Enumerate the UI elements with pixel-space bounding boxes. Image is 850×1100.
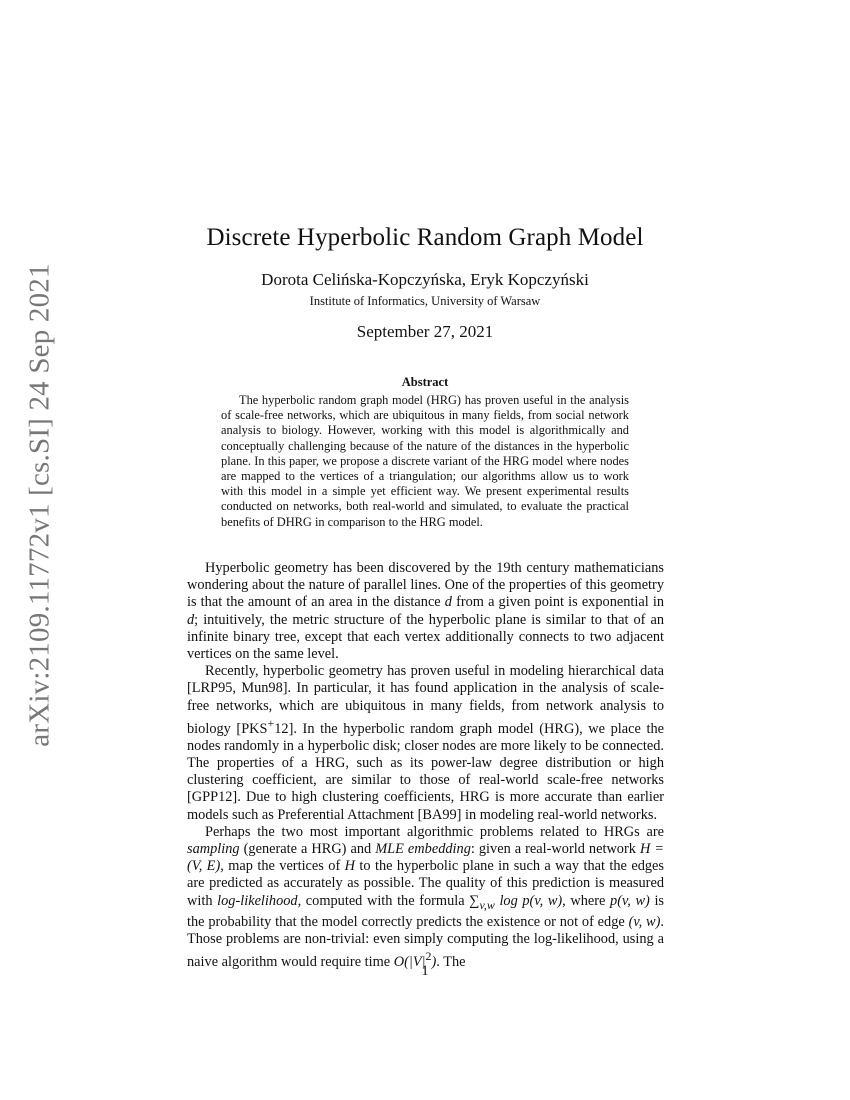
paragraph-1-math-d2: d — [187, 611, 195, 628]
paragraph-3 — [187, 824, 664, 971]
paragraph-3-text-a: Perhaps the two most important algorithmic problems related to HRGs are — [205, 823, 664, 840]
paragraph-3-math-sum-sub: v,w — [479, 897, 495, 912]
paragraph-3-text-i: . Those problems are non-trivial: even simply computing the log-likelihood, using a naive algorithm would require time — [187, 913, 664, 970]
paragraph-2 — [187, 663, 664, 824]
paragraph-2-text-b: 12]. In the hyperbolic random graph model (HRG), we place the nodes randomly in a hyperbolic disk; closer nodes are more likely to be connected. The properties of a HRG, such as its power-law degree distribution or high clustering coefficient, are similar to those of real-world scale-free networks [GPP12]. Due to high clustering coefficients, HRG is more accurate than earlier models such as Preferential Attachment [BA99] in modeling real-world networks. — [187, 720, 664, 823]
paragraph-3-math-complexity-end: ) — [431, 953, 437, 970]
paragraph-2-text-a: Recently, hyperbolic geometry has proven useful in modeling hierarchical data [LRP95, Mun98]. In particular, it has found application in the analysis of scale-free networks, which are ubiquitous in many fields, from network analysis to biology [PKS — [187, 663, 664, 737]
paragraph-3-text-f: , computed with the formula — [297, 892, 470, 909]
paragraph-1-math-d1: d — [444, 594, 452, 611]
page-number: 1 — [421, 963, 429, 979]
paragraph-3-text-j: . The — [436, 953, 466, 970]
paragraph-1-text-c: ; intuitively, the metric structure of the hyperbolic plane is similar to that of an infinite binary tree, except that each vertex additionally connects to two adjacent vertices on the same level. — [187, 611, 664, 663]
paragraph-3-emph-sampling: sampling — [187, 841, 240, 858]
abstract-body — [221, 393, 629, 530]
paragraph-3-text-c: : given a real-world network — [470, 841, 640, 858]
paragraph-3-text-b: (generate a HRG) and — [239, 841, 376, 858]
paper-title: Discrete Hyperbolic Random Graph Model — [206, 224, 644, 251]
paragraph-3-math-sum-rest: log p(v, w) — [494, 892, 563, 909]
paragraph-3-text-g: , where — [562, 892, 611, 909]
paragraph-3-emph-mle: MLE embedding — [375, 841, 471, 858]
paragraph-3-math-graph: H = (V, E) — [187, 841, 665, 875]
paper-date: September 27, 2021 — [356, 322, 494, 341]
paragraph-3-text-h: is the probability that the model correctly predicts the existence or not of edge — [187, 892, 665, 930]
paragraph-2-superscript: + — [267, 715, 275, 730]
abstract-heading: Abstract — [401, 375, 449, 389]
paragraph-3-math-h: H — [344, 858, 355, 875]
paragraph-1 — [187, 560, 664, 663]
paragraph-3-text-e: to the hyperbolic plane in such a way that the edges are predicted as accurately as possible. The quality of this prediction is measured with — [187, 858, 664, 909]
paragraph-3-emph-loglik: log-likelihood — [217, 892, 298, 909]
paragraph-1-text-a: Hyperbolic geometry has been discovered by the 19th century mathematicians wondering about the nature of parallel lines. One of the properties of this geometry is that the amount of an area in the distance — [187, 560, 664, 611]
abstract-text: The hyperbolic random graph model (HRG) has proven useful in the analysis of scale-free networks, which are ubiquitous in many fields, from social network analysis to biology. However, working with this model is algorithmically and conceptually challenging because of the nature of the distances in the hyperbolic plane. In this paper, we propose a discrete variant of the HRG model where nodes are mapped to the vertices of a triangulation; our algorithms allow us to work with this model in a simple yet efficient way. We present experimental results conducted on networks, both real-world and simulated, to evaluate the practical benefits of DHRG in comparison to the HRG model. — [221, 393, 629, 529]
paragraph-3-text-d: , map the vertices of — [220, 858, 345, 875]
paragraph-3-math-complexity-sup: 2 — [425, 949, 432, 964]
arxiv-identifier-stamp: arXiv:2109.11772v1 [cs.SI] 24 Sep 2021 — [23, 263, 56, 747]
paper-affiliation: Institute of Informatics, University of Warsaw — [309, 294, 541, 308]
paragraph-3-math-edge: (v, w) — [628, 913, 661, 930]
paragraph-3-math-sum: ∑ — [469, 892, 480, 909]
paper-authors: Dorota Celińska-Kopczyńska, Eryk Kopczyński — [261, 270, 589, 289]
paragraph-3-math-complexity: O(|V| — [393, 953, 426, 970]
body-text — [187, 560, 664, 971]
arxiv-sidebar — [22, 263, 58, 747]
paragraph-3-math-pvw: p(v, w) — [610, 892, 650, 909]
paragraph-1-text-b: from a given point is exponential in — [451, 594, 664, 611]
